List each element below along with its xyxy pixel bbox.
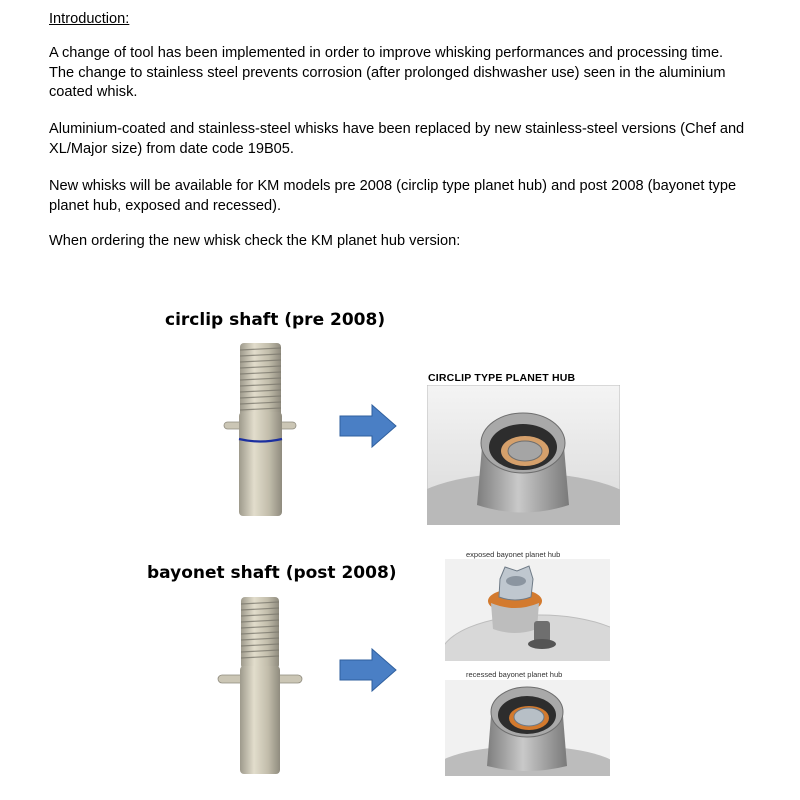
bayonet-shaft-image <box>215 592 305 782</box>
arrow-right-icon <box>338 403 398 449</box>
circlip-hub-image <box>427 385 620 525</box>
paragraph-ordering: When ordering the new whisk check the KM planet hub version: <box>49 233 461 249</box>
section-heading: Introduction: <box>49 11 130 27</box>
circlip-shaft-image <box>215 338 305 523</box>
recessed-hub-label: recessed bayonet planet hub <box>466 670 563 679</box>
exposed-hub-label: exposed bayonet planet hub <box>466 550 561 559</box>
paragraph-availability: New whisks will be available for KM models pre 2008 (circlip type planet hub) and post 2008 (bayonet type planet hub, exposed and recessed). <box>49 178 737 214</box>
exposed-bayonet-hub-image <box>445 559 610 661</box>
bayonet-shaft-caption: bayonet shaft (post 2008) <box>147 563 397 583</box>
paragraph-tool-change: A change of tool has been implemented in order to improve whisking performances and processing time. The change to stainless steel prevents corrosion (after prolonged dishwasher use) seen in the aluminium coated whisk. <box>49 45 726 100</box>
paragraph-replacement: Aluminium-coated and stainless-steel whisks have been replaced by new stainless-steel versions (Chef and XL/Major size) from date code 19B05. <box>49 121 745 157</box>
shaft-body <box>239 412 282 516</box>
shaft-thread <box>240 343 281 417</box>
arrow-right-icon <box>338 647 398 693</box>
recessed-bayonet-hub-image <box>445 680 610 776</box>
circlip-hub-title: CIRCLIP TYPE PLANET HUB <box>428 372 576 384</box>
circlip-shaft-caption: circlip shaft (pre 2008) <box>165 310 386 330</box>
